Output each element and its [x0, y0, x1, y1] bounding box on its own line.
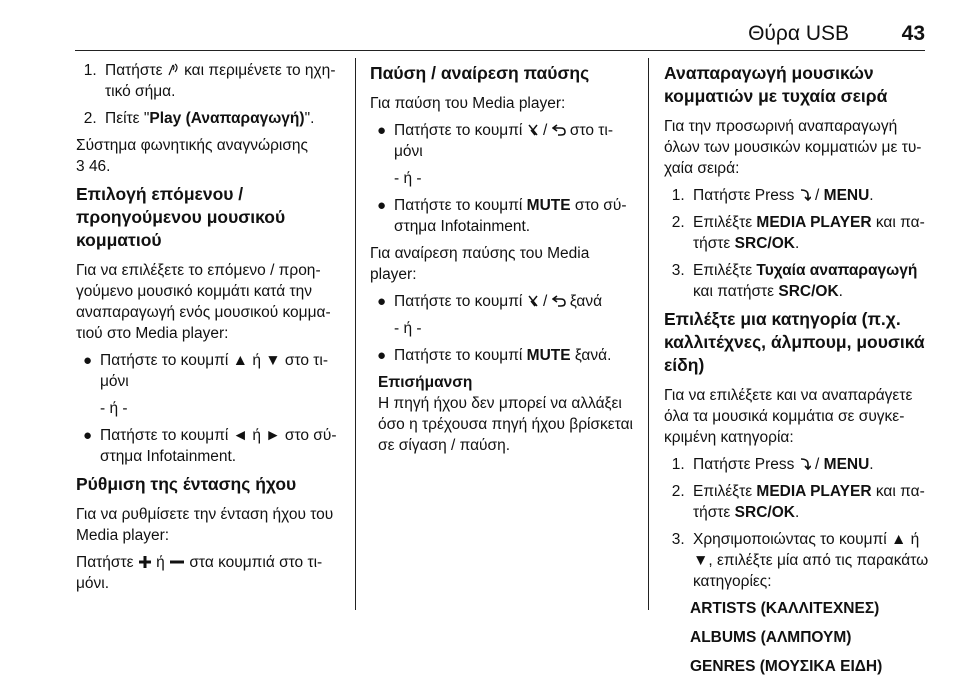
mute-icon [527, 291, 539, 312]
bullet-list [370, 291, 634, 312]
cross-reference: Σύστημα φωνητικής αναγνώρισης 3 46. [76, 137, 308, 175]
or-separator: - ή - [394, 170, 422, 187]
column-divider [648, 58, 649, 610]
list-item: 1. Πατήστε Press / MENU. [689, 185, 932, 206]
paragraph: Για αναίρεση παύσης του Media player: [370, 245, 590, 283]
bullet-list [370, 195, 634, 237]
back-icon [799, 185, 811, 206]
category-item: GENRES (ΜΟΥΣΙΚΑ ΕΙΔΗ) [690, 658, 883, 675]
list-item: 2. Πείτε "Play (Αναπαραγωγή)". [101, 108, 342, 129]
note-title: Επισήμανση [378, 374, 473, 391]
back-icon [552, 120, 566, 141]
heading-volume: Ρύθμιση της έντασης ήχου [76, 474, 297, 494]
or-separator: - ή - [394, 320, 422, 337]
mute-icon [527, 120, 539, 141]
paragraph: Για παύση του Media player: [370, 95, 566, 112]
paragraph: Για να επιλέξετε και να αναπαράγετε όλα τα μουσικά κομμάτια σε συγκεκριμένη κατηγορία: [664, 387, 913, 446]
or-separator: - ή - [100, 400, 128, 417]
column-3 [664, 60, 932, 685]
heading-random: Αναπαραγωγή μουσικών κομματιών με τυχαία σειρά [664, 63, 888, 106]
paragraph: Για την προσωρινή αναπαραγωγή όλων των μουσικών κομματιών με τυχαία σειρά: [664, 118, 922, 177]
list-item: 1. Πατήστε Press / MENU. [689, 454, 932, 475]
voice-command-icon [167, 60, 180, 81]
list-item: ● Πατήστε το κουμπί ◄ ή ► στο σύστημα Infotainment. [83, 427, 337, 465]
list-item: ● Πατήστε το κουμπί MUTE στο σύστημα Infotainment. [377, 197, 627, 235]
list-item: ● Πατήστε το κουμπί / στο τιμόνι [377, 122, 614, 160]
bullet-icon: ● [83, 427, 93, 444]
voice-steps [76, 60, 342, 129]
paragraph: Πατήστε ή στα κουμπιά στο τιμόνι. [76, 554, 323, 592]
list-item: 1. Πατήστε και περιμένετε το ηχητικό σήμα. [101, 60, 342, 102]
back-icon [552, 291, 566, 312]
paragraph: Για να ρυθμίσετε την ένταση ήχου του Media player: [76, 506, 334, 544]
minus-icon [169, 552, 185, 573]
page-number: 43 [901, 22, 925, 45]
column-1 [76, 60, 342, 600]
bullet-icon: ● [377, 347, 387, 364]
bullet-icon: ● [377, 122, 387, 139]
heading-next-prev: Επιλογή επόμενου / προηγούμενου μουσικού κομματιού [76, 184, 286, 250]
arrow-ref-icon: 3 [76, 158, 85, 175]
list-item: 3. Επιλέξτε Τυχαία αναπαραγωγή και πατήστε SRC/OK. [689, 260, 932, 302]
page-title: Θύρα USB [748, 22, 849, 45]
bullet-list [370, 345, 634, 366]
bullet-list [76, 425, 342, 467]
bullet-list [76, 350, 342, 392]
note-body: Η πηγή ήχου δεν μπορεί να αλλάξει όσο η τρέχουσα πηγή ήχου βρίσκεται σε σίγαση / παύση. [378, 395, 633, 454]
list-item: ● Πατήστε το κουμπί ▲ ή ▼ στο τιμόνι [83, 352, 329, 390]
category-item: ARTISTS (ΚΑΛΛΙΤΕΧΝΕΣ) [690, 600, 880, 617]
bullet-list [370, 120, 634, 162]
list-item: 2. Επιλέξτε MEDIA PLAYER και πατήστε SRC/OK. [689, 212, 932, 254]
heading-pause: Παύση / αναίρεση παύσης [370, 63, 590, 83]
back-icon [799, 454, 811, 475]
category-item: ALBUMS (ΑΛΜΠΟΥΜ) [690, 629, 852, 646]
bullet-icon: ● [377, 293, 387, 310]
bullet-icon: ● [377, 197, 387, 214]
list-item: 2. Επιλέξτε MEDIA PLAYER και πατήστε SRC/OK. [689, 481, 932, 523]
random-steps [664, 185, 932, 302]
plus-icon [138, 552, 152, 573]
category-steps [664, 454, 932, 592]
column-divider [355, 58, 356, 610]
column-2 [370, 60, 634, 456]
heading-category: Επιλέξτε μια κατηγορία (π.χ. καλλιτέχνες, άλμπουμ, μουσικά είδη) [664, 309, 925, 375]
bullet-icon: ● [83, 352, 93, 369]
paragraph: Για να επιλέξετε το επόμενο / προηγούμενο μουσικό κομμάτι κατά την αναπαραγωγή ενός μουσικού κομματιού στο Media player: [76, 262, 331, 342]
list-item: 3. Χρησιμοποιώντας το κουμπί ▲ ή ▼, επιλέξτε μία από τις παρακάτω κατηγορίες: [689, 529, 932, 592]
list-item: ● Πατήστε το κουμπί MUTE ξανά. [377, 347, 612, 364]
list-item: ● Πατήστε το κουμπί / ξανά [377, 293, 603, 310]
page-header [75, 0, 925, 51]
